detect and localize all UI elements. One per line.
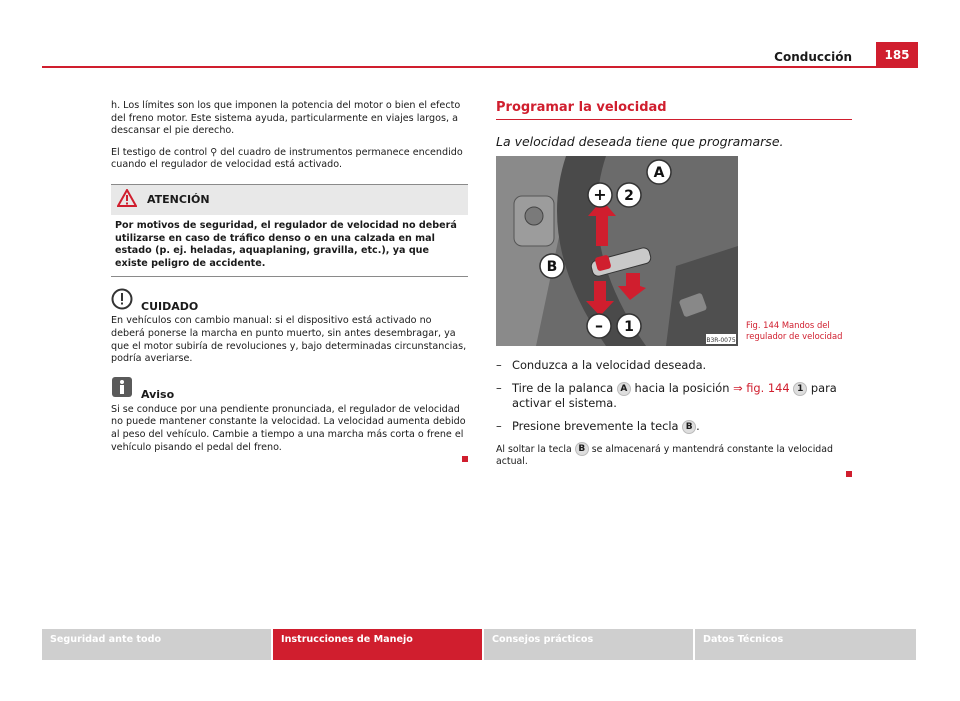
warning-text: Por motivos de seguridad, el regulador de velocidad no deberá utilizarse en caso de tráfico denso o en una calzada en mal estado (p. ej. heladas, aquaplaning, gravilla, etc.), ya que existe peligro de accidente. (115, 219, 457, 269)
figure-caption: Fig. 144 Mandos del regulador de velocidad (746, 320, 843, 341)
caution-text: En vehículos con cambio manual: si el dispositivo está activado no deberá ponerse la marcha en punto muerto, sin antes desembragar, ya que el motor subiría de revoluciones y, bajo determinadas circunstancias, podría averiarse. (111, 315, 467, 365)
cruise-control-illustration (496, 156, 738, 346)
caution-header (111, 289, 468, 313)
step-2-part-a: Tire de la palanca (512, 381, 614, 395)
caution-title: CUIDADO (141, 299, 199, 313)
warning-header (111, 185, 468, 215)
figure-reference-link[interactable]: ⇒ fig. 144 (733, 381, 790, 395)
caution-icon (111, 288, 133, 314)
step-3-text (512, 419, 700, 434)
figure-label-1: 1 (624, 319, 634, 335)
step-3-part-c: . (696, 419, 700, 433)
figure-label-2: 2 (624, 188, 634, 204)
end-marker (462, 456, 468, 462)
page-number: 185 (884, 48, 910, 62)
badge-a: A (617, 382, 631, 396)
step-3-part-a: Presione brevemente la tecla (512, 419, 679, 433)
figure-144 (496, 156, 738, 346)
step-2-part-b: hacia la posición (634, 381, 730, 395)
warning-title: ATENCIÓN (147, 192, 210, 206)
figure-code: B3R-0075 (706, 337, 736, 344)
instruction-steps (496, 358, 852, 481)
aviso-text: Si se conduce por una pendiente pronunciada, el regulador de velocidad no puede mantener constante la velocidad. La velocidad aumenta debido al peso del vehículo. Cambie a tiempo a una marcha más corta o frene el vehículo pisando el pedal del freno. (111, 403, 466, 453)
info-icon (111, 376, 133, 402)
step-1: – Conduzca a la velocidad deseada. (496, 358, 707, 372)
footer-tab-instrucciones[interactable]: Instrucciones de Manejo (273, 629, 482, 660)
page-number-badge (876, 42, 918, 66)
figure-label-a: A (653, 165, 665, 181)
footer-tab-datos[interactable]: Datos Técnicos (695, 629, 916, 660)
figure-label-plus: + (593, 185, 607, 204)
header-rule (42, 66, 918, 68)
aviso-header (111, 378, 468, 402)
end-marker-right (846, 471, 852, 477)
step-2: – Tire de la palanca A hacia la posición ⇒ fig. 144 1 para activar el sistema. (496, 381, 852, 411)
step-3: – Presione brevemente la tecla B . (496, 419, 700, 433)
paragraph-2: El testigo de control ⚲ del cuadro de instrumentos permanece encendido cuando el regulador de velocidad está activado. (111, 146, 463, 171)
step-2-text (512, 381, 852, 411)
section-title: Programar la velocidad (496, 100, 852, 120)
step-2-part-c: para activar el sistema. (512, 381, 837, 410)
footer-nav (42, 629, 918, 660)
footer-tab-consejos[interactable]: Consejos prácticos (484, 629, 693, 660)
aviso-title: Aviso (141, 388, 175, 402)
warning-box (111, 184, 468, 277)
figure-label-b: B (546, 259, 558, 275)
aviso-text-block (111, 404, 468, 467)
note-part-a: Al soltar la tecla (496, 444, 572, 455)
badge-1: 1 (793, 382, 807, 396)
note-part-c: se almacenará y mantendrá constante la velocidad actual. (496, 444, 833, 468)
note-text (496, 442, 852, 481)
figure-label-minus: – (595, 316, 603, 335)
left-column (111, 100, 468, 467)
page-header-title: Conducción (774, 50, 852, 64)
step-1-text: Conduzca a la velocidad deseada. (512, 358, 707, 372)
paragraph-1: h. Los límites son los que imponen la potencia del motor o bien el efecto del freno motor. Este sistema ayuda, particularmente en viajes largos, a descansar el pie derecho. (111, 100, 461, 137)
badge-b: B (682, 420, 696, 434)
footer-tab-seguridad[interactable]: Seguridad ante todo (42, 629, 271, 660)
section-subtitle: La velocidad deseada tiene que programarse. (496, 134, 784, 149)
note-badge-b: B (575, 442, 589, 456)
right-column (496, 100, 852, 468)
warning-triangle-icon (117, 189, 137, 211)
